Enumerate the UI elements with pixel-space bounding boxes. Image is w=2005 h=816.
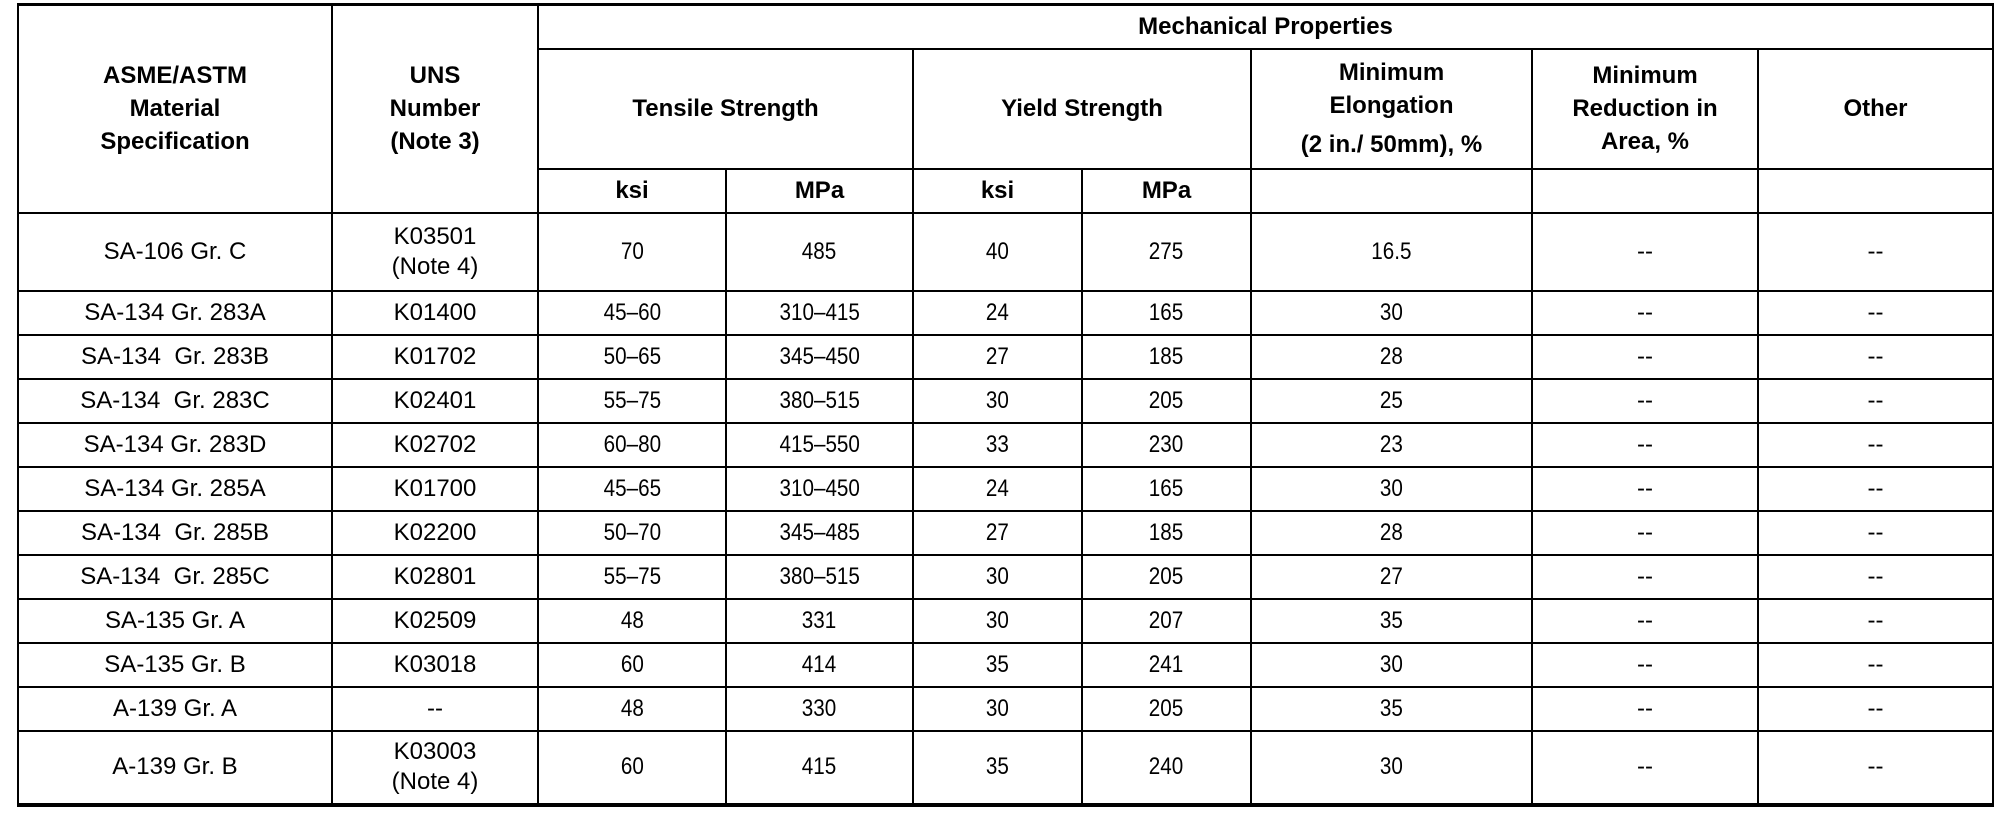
tensile-mpa-cell: [726, 213, 913, 291]
uns-number-cell: [332, 291, 538, 335]
cell-text: 28: [1380, 518, 1403, 546]
header-line: Minimum: [1338, 59, 1445, 86]
uns-note: (Note 4): [391, 252, 479, 280]
cell-text: --: [1637, 753, 1653, 780]
cell-text: SA-134 Gr. 283C: [80, 386, 270, 414]
header-uns-number: [332, 5, 538, 213]
uns-number-cell: [332, 731, 538, 805]
cell-text: K03018: [393, 650, 477, 678]
cell-text: 23: [1380, 430, 1403, 458]
uns-note: (Note 4): [391, 768, 479, 795]
reduction-area-cell: [1532, 511, 1758, 555]
yield-mpa-cell: [1082, 555, 1251, 599]
table-row: [18, 379, 1993, 423]
cell-text: 45–65: [603, 474, 661, 502]
cell-text: --: [1637, 298, 1653, 326]
cell-text: --: [1637, 518, 1653, 546]
cell-text: --: [1867, 753, 1884, 780]
tensile-ksi-cell: [538, 335, 726, 379]
yield-ksi-cell: [913, 555, 1082, 599]
material-spec-cell: [18, 291, 332, 335]
cell-text: K02401: [393, 386, 477, 414]
cell-text: 28: [1380, 342, 1403, 370]
cell-text: K02200: [393, 518, 477, 546]
cell-text: 205: [1149, 386, 1184, 414]
yield-mpa-cell: [1082, 423, 1251, 467]
header-other: Other: [1758, 49, 1993, 169]
yield-mpa-cell: [1082, 335, 1251, 379]
cell-text: --: [1867, 237, 1884, 265]
cell-text: 30: [986, 562, 1009, 590]
cell-text: SA-134 Gr. 283D: [83, 430, 267, 458]
cell-text: 207: [1149, 606, 1184, 634]
other-cell: [1758, 423, 1993, 467]
cell-text: 241: [1149, 650, 1184, 678]
yield-ksi-cell: [913, 643, 1082, 687]
cell-text: --: [1867, 474, 1884, 502]
cell-text: --: [1867, 562, 1884, 590]
cell-text: 27: [986, 342, 1009, 370]
cell-text: 414: [802, 650, 837, 678]
cell-text: 30: [1380, 650, 1403, 678]
elongation-cell: [1251, 379, 1532, 423]
elongation-cell: [1251, 599, 1532, 643]
header-line: Number: [389, 95, 481, 123]
cell-text: 27: [986, 518, 1009, 546]
cell-text: SA-135 Gr. B: [104, 650, 246, 678]
tensile-ksi-cell: [538, 467, 726, 511]
material-spec-cell: [18, 599, 332, 643]
cell-text: --: [1867, 386, 1884, 414]
reduction-area-cell: [1532, 731, 1758, 805]
header-min-elongation: [1251, 49, 1532, 169]
header-line: Reduction in: [1572, 95, 1718, 122]
mechanical-properties-table: [17, 3, 1994, 807]
uns-number-cell: [332, 423, 538, 467]
tensile-ksi-cell: [538, 643, 726, 687]
header-line: Area, %: [1600, 128, 1690, 155]
cell-text: 35: [986, 753, 1009, 780]
other-cell: [1758, 467, 1993, 511]
tensile-ksi-cell: [538, 599, 726, 643]
cell-text: 55–75: [603, 386, 661, 414]
cell-text: 24: [986, 474, 1009, 502]
cell-text: 165: [1149, 474, 1184, 502]
other-cell: [1758, 511, 1993, 555]
cell-text: 25: [1380, 386, 1403, 414]
cell-text: --: [1867, 430, 1884, 458]
yield-ksi-cell: [913, 213, 1082, 291]
cell-text: 35: [1380, 694, 1403, 722]
reduction-area-cell: [1532, 423, 1758, 467]
tensile-ksi-cell: [538, 423, 726, 467]
cell-text: 60: [620, 650, 644, 678]
tensile-ksi-cell: [538, 731, 726, 805]
yield-ksi-cell: [913, 291, 1082, 335]
cell-text: --: [1867, 606, 1884, 634]
uns-number-cell: [332, 555, 538, 599]
other-cell: [1758, 213, 1993, 291]
reduction-area-cell: [1532, 213, 1758, 291]
cell-text: 35: [1380, 606, 1403, 634]
header-yield-mpa: MPa: [1082, 169, 1251, 213]
header-reduction-unit-blank: [1532, 169, 1758, 213]
cell-text: 16.5: [1371, 237, 1412, 265]
tensile-ksi-cell: [538, 555, 726, 599]
header-elongation-unit-blank: [1251, 169, 1532, 213]
material-spec-cell: [18, 467, 332, 511]
yield-mpa-cell: [1082, 467, 1251, 511]
table-row: [18, 643, 1993, 687]
table-row: [18, 511, 1993, 555]
cell-text: K03501: [393, 222, 477, 250]
cell-text: --: [1867, 518, 1884, 546]
cell-text: 205: [1149, 694, 1184, 722]
tensile-mpa-cell: [726, 423, 913, 467]
uns-number-cell: [332, 687, 538, 731]
tensile-mpa-cell: [726, 335, 913, 379]
material-spec-cell: [18, 511, 332, 555]
cell-text: 55–75: [603, 562, 661, 590]
uns-number-cell: [332, 379, 538, 423]
other-cell: [1758, 731, 1993, 805]
yield-mpa-cell: [1082, 731, 1251, 805]
other-cell: [1758, 335, 1993, 379]
tensile-ksi-cell: [538, 213, 726, 291]
table-body: [18, 213, 1993, 805]
table-row: [18, 555, 1993, 599]
other-cell: [1758, 599, 1993, 643]
cell-text: --: [1637, 430, 1653, 458]
cell-text: 380–515: [779, 562, 860, 590]
cell-text: 45–60: [603, 298, 661, 326]
cell-text: 27: [1380, 562, 1403, 590]
cell-text: 185: [1149, 342, 1184, 370]
cell-text: K02801: [393, 562, 477, 590]
table-header: [18, 5, 1993, 213]
cell-text: 33: [986, 430, 1009, 458]
cell-text: 48: [620, 606, 644, 634]
cell-text: 205: [1149, 562, 1184, 590]
cell-text: SA-134 Gr. 285C: [80, 562, 270, 590]
cell-text: K02702: [393, 430, 477, 458]
header-line: ASME/ASTM: [103, 62, 247, 90]
cell-text: 35: [986, 650, 1009, 678]
cell-text: --: [1867, 298, 1884, 326]
cell-text: --: [427, 694, 443, 722]
cell-text: K03003: [393, 738, 477, 765]
elongation-cell: [1251, 467, 1532, 511]
cell-text: 50–70: [603, 518, 661, 546]
cell-text: 415–550: [779, 430, 860, 458]
yield-ksi-cell: [913, 379, 1082, 423]
cell-text: 485: [802, 237, 837, 265]
material-spec-cell: [18, 213, 332, 291]
cell-text: SA-134 Gr. 283B: [80, 342, 270, 370]
cell-text: 30: [1380, 298, 1403, 326]
cell-text: --: [1637, 650, 1653, 678]
material-spec-cell: [18, 731, 332, 805]
reduction-area-cell: [1532, 555, 1758, 599]
tensile-mpa-cell: [726, 511, 913, 555]
tensile-mpa-cell: [726, 599, 913, 643]
cell-text: --: [1637, 694, 1653, 722]
yield-ksi-cell: [913, 423, 1082, 467]
yield-ksi-cell: [913, 687, 1082, 731]
reduction-area-cell: [1532, 643, 1758, 687]
material-spec-cell: [18, 687, 332, 731]
cell-text: K01400: [393, 298, 477, 326]
material-spec-cell: [18, 643, 332, 687]
cell-text: 331: [802, 606, 837, 634]
other-cell: [1758, 291, 1993, 335]
uns-number-cell: [332, 511, 538, 555]
cell-text: 30: [1380, 753, 1403, 780]
yield-mpa-cell: [1082, 643, 1251, 687]
yield-mpa-cell: [1082, 213, 1251, 291]
cell-text: SA-106 Gr. C: [103, 237, 247, 265]
material-spec-cell: [18, 335, 332, 379]
header-tensile-strength: Tensile Strength: [538, 49, 913, 169]
uns-number-cell: [332, 467, 538, 511]
cell-text: 330: [802, 694, 837, 722]
cell-text: --: [1867, 650, 1884, 678]
cell-text: 30: [986, 386, 1009, 414]
cell-text: --: [1637, 386, 1653, 414]
elongation-cell: [1251, 555, 1532, 599]
cell-text: 165: [1149, 298, 1184, 326]
header-line: Minimum: [1592, 62, 1698, 89]
elongation-cell: [1251, 423, 1532, 467]
header-line: (2 in./ 50mm), %: [1300, 131, 1483, 158]
elongation-cell: [1251, 731, 1532, 805]
header-line: UNS: [409, 62, 461, 90]
cell-text: 40: [986, 237, 1009, 265]
table-row: [18, 599, 1993, 643]
cell-text: SA-134 Gr. 283A: [84, 298, 266, 326]
cell-text: A-139 Gr. B: [112, 753, 238, 780]
material-spec-cell: [18, 379, 332, 423]
cell-text: 310–450: [779, 474, 860, 502]
cell-text: 60–80: [603, 430, 661, 458]
table-row: [18, 687, 1993, 731]
tensile-ksi-cell: [538, 511, 726, 555]
header-yield-strength: Yield Strength: [913, 49, 1251, 169]
header-min-reduction-area: [1532, 49, 1758, 169]
cell-text: 24: [986, 298, 1009, 326]
header-line: Material: [129, 95, 221, 123]
reduction-area-cell: [1532, 335, 1758, 379]
yield-ksi-cell: [913, 467, 1082, 511]
reduction-area-cell: [1532, 379, 1758, 423]
yield-mpa-cell: [1082, 599, 1251, 643]
elongation-cell: [1251, 643, 1532, 687]
yield-ksi-cell: [913, 335, 1082, 379]
header-mechanical-properties: Mechanical Properties: [538, 5, 1993, 49]
yield-mpa-cell: [1082, 379, 1251, 423]
other-cell: [1758, 379, 1993, 423]
cell-text: --: [1867, 694, 1884, 722]
reduction-area-cell: [1532, 467, 1758, 511]
header-material-spec: [18, 5, 332, 213]
tensile-mpa-cell: [726, 731, 913, 805]
reduction-area-cell: [1532, 599, 1758, 643]
cell-text: 380–515: [779, 386, 860, 414]
header-line: (Note 3): [390, 128, 480, 156]
header-tensile-ksi: ksi: [538, 169, 726, 213]
cell-text: --: [1637, 606, 1653, 634]
yield-mpa-cell: [1082, 511, 1251, 555]
tensile-mpa-cell: [726, 687, 913, 731]
table-row: [18, 335, 1993, 379]
cell-text: --: [1867, 342, 1884, 370]
yield-ksi-cell: [913, 599, 1082, 643]
other-cell: [1758, 555, 1993, 599]
cell-text: 50–65: [603, 342, 661, 370]
elongation-cell: [1251, 335, 1532, 379]
header-yield-ksi: ksi: [913, 169, 1082, 213]
cell-text: A-139 Gr. A: [112, 694, 238, 722]
tensile-ksi-cell: [538, 687, 726, 731]
uns-number-cell: [332, 335, 538, 379]
yield-mpa-cell: [1082, 687, 1251, 731]
header-tensile-mpa: MPa: [726, 169, 913, 213]
cell-text: 70: [620, 237, 644, 265]
cell-text: 30: [986, 694, 1009, 722]
cell-text: 185: [1149, 518, 1184, 546]
elongation-cell: [1251, 291, 1532, 335]
uns-number-cell: [332, 599, 538, 643]
header-other-unit-blank: [1758, 169, 1993, 213]
cell-text: SA-135 Gr. A: [104, 606, 246, 634]
yield-ksi-cell: [913, 511, 1082, 555]
header-line: Elongation: [1329, 92, 1454, 119]
tensile-ksi-cell: [538, 379, 726, 423]
yield-mpa-cell: [1082, 291, 1251, 335]
cell-text: 275: [1149, 237, 1184, 265]
table-row: [18, 213, 1993, 291]
cell-text: 415: [802, 753, 837, 780]
cell-text: --: [1637, 342, 1653, 370]
material-spec-cell: [18, 423, 332, 467]
header-line: Specification: [100, 128, 250, 156]
uns-number-cell: [332, 213, 538, 291]
uns-number-cell: [332, 643, 538, 687]
reduction-area-cell: [1532, 687, 1758, 731]
tensile-mpa-cell: [726, 555, 913, 599]
reduction-area-cell: [1532, 291, 1758, 335]
cell-text: 345–450: [779, 342, 860, 370]
tensile-mpa-cell: [726, 291, 913, 335]
cell-text: 230: [1149, 430, 1184, 458]
cell-text: 60: [620, 753, 644, 780]
cell-text: --: [1637, 562, 1653, 590]
cell-text: SA-134 Gr. 285B: [80, 518, 270, 546]
material-spec-cell: [18, 555, 332, 599]
cell-text: K01700: [393, 474, 477, 502]
tensile-ksi-cell: [538, 291, 726, 335]
cell-text: K01702: [393, 342, 477, 370]
other-cell: [1758, 687, 1993, 731]
other-cell: [1758, 643, 1993, 687]
cell-text: 345–485: [779, 518, 860, 546]
yield-ksi-cell: [913, 731, 1082, 805]
elongation-cell: [1251, 213, 1532, 291]
cell-text: 30: [1380, 474, 1403, 502]
cell-text: 310–415: [779, 298, 860, 326]
table-row: [18, 467, 1993, 511]
table-row: [18, 731, 1993, 805]
elongation-cell: [1251, 687, 1532, 731]
tensile-mpa-cell: [726, 467, 913, 511]
cell-text: --: [1637, 474, 1653, 502]
cell-text: --: [1637, 237, 1653, 265]
table-row: [18, 291, 1993, 335]
elongation-cell: [1251, 511, 1532, 555]
table-row: [18, 423, 1993, 467]
tensile-mpa-cell: [726, 643, 913, 687]
cell-text: SA-134 Gr. 285A: [84, 474, 266, 502]
tensile-mpa-cell: [726, 379, 913, 423]
cell-text: K02509: [393, 606, 477, 634]
cell-text: 240: [1149, 753, 1184, 780]
cell-text: 48: [620, 694, 644, 722]
cell-text: 30: [986, 606, 1009, 634]
